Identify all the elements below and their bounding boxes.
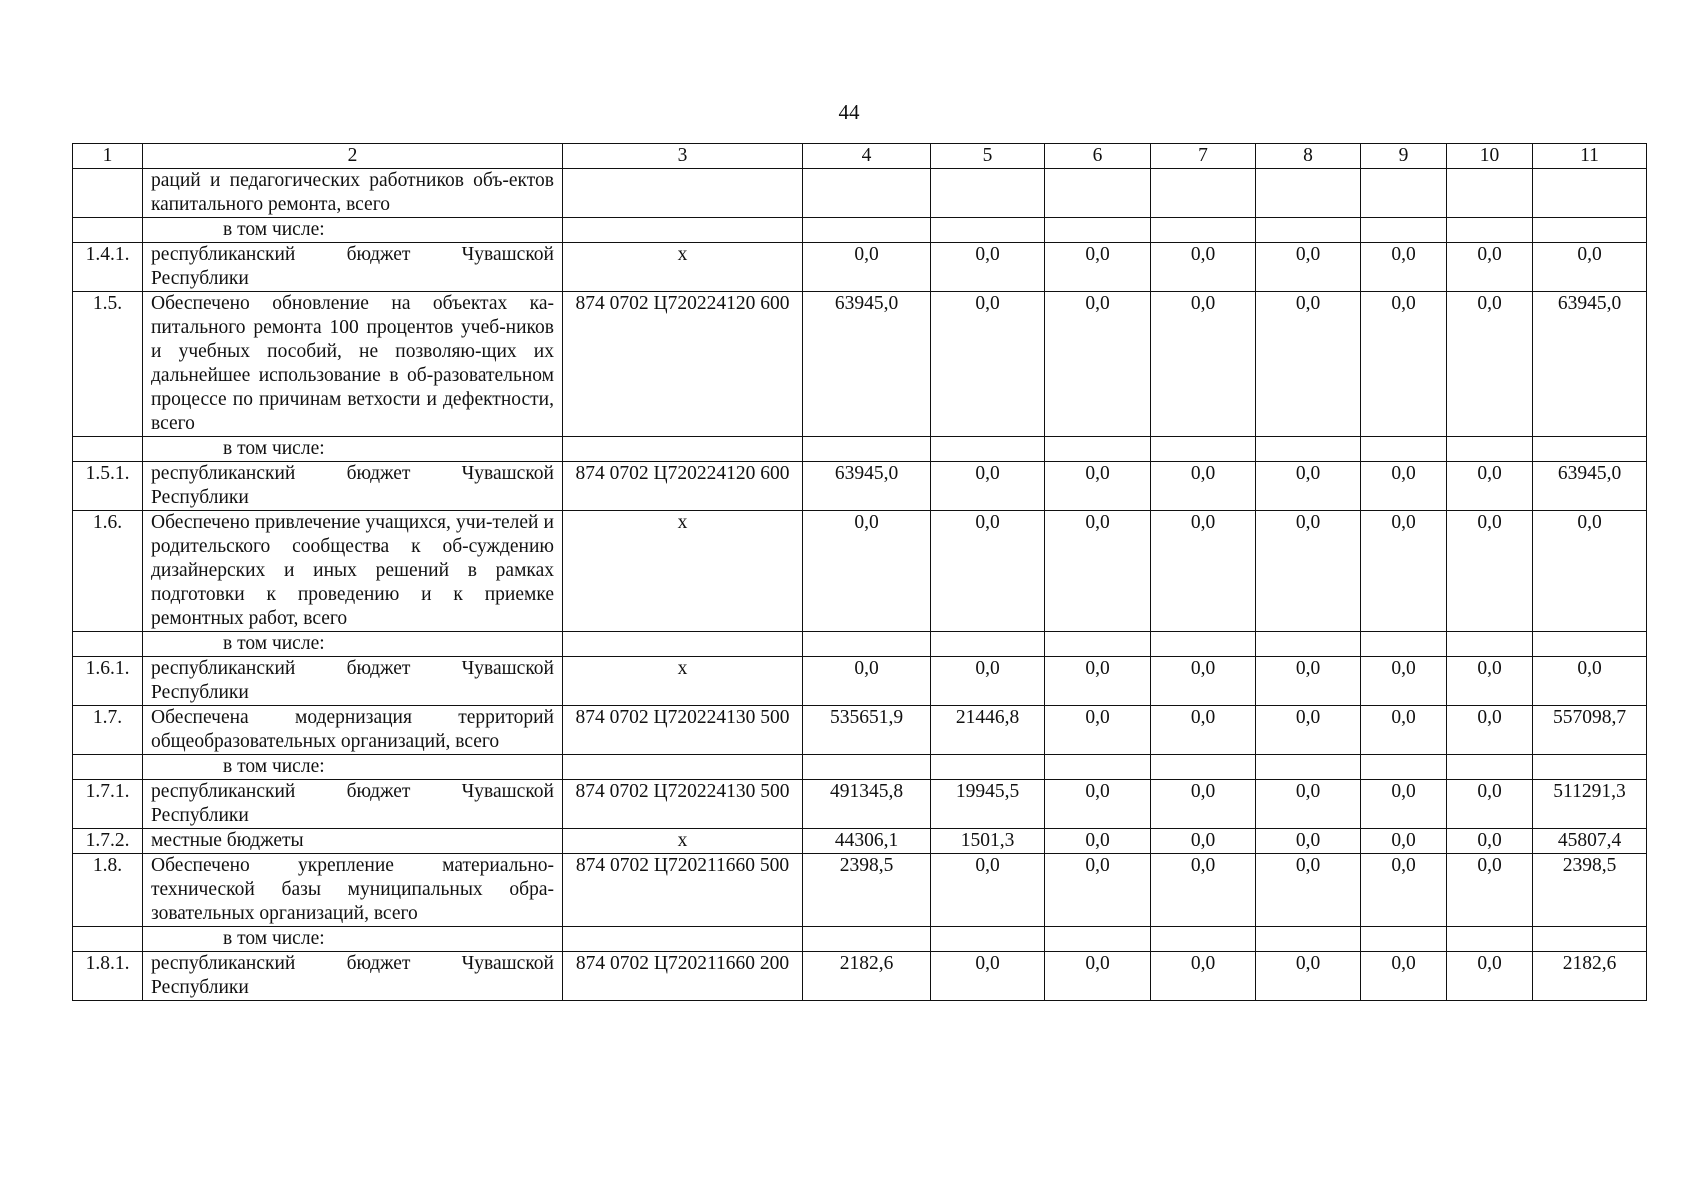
value-cell: 0,0 (1045, 243, 1151, 292)
row-description: раций и педагогических работников объ-ектов капитального ремонта, всего (143, 169, 563, 218)
row-number (73, 169, 143, 218)
row-description: республиканский бюджет Чувашской Республики (143, 243, 563, 292)
value-cell: 0,0 (1045, 462, 1151, 511)
value-cell: 0,0 (1151, 706, 1256, 755)
value-cell (1361, 169, 1447, 218)
budget-code: x (563, 657, 803, 706)
budget-table (72, 143, 1647, 1001)
value-cell: 0,0 (1256, 511, 1361, 632)
row-number-cell (73, 927, 143, 952)
value-cell: 0,0 (1256, 952, 1361, 1001)
value-cell: 2398,5 (1533, 854, 1647, 927)
value-cell: 0,0 (1256, 657, 1361, 706)
value-cell: 0,0 (1151, 952, 1256, 1001)
row-number: 1.7.1. (73, 780, 143, 829)
row-number: 1.7.2. (73, 829, 143, 854)
budget-code: 874 0702 Ц720211660 200 (563, 952, 803, 1001)
value-cell: 0,0 (1045, 780, 1151, 829)
table-row (73, 854, 1647, 927)
table-row (73, 829, 1647, 854)
value-cell: 0,0 (931, 854, 1045, 927)
table-row (73, 292, 1647, 437)
value-cell: 63945,0 (1533, 292, 1647, 437)
value-cell: 535651,9 (803, 706, 931, 755)
empty-cell (563, 755, 803, 780)
value-cell: 0,0 (1447, 292, 1533, 437)
value-cell: 0,0 (931, 952, 1045, 1001)
value-cell: 0,0 (1361, 706, 1447, 755)
value-cell: 63945,0 (803, 462, 931, 511)
subheading-label: в том числе: (143, 437, 563, 462)
row-number: 1.8. (73, 854, 143, 927)
value-cell: 0,0 (1045, 854, 1151, 927)
empty-cell (1447, 927, 1533, 952)
value-cell: 0,0 (1447, 243, 1533, 292)
value-cell: 0,0 (803, 243, 931, 292)
subheading-row (73, 927, 1647, 952)
subheading-row (73, 755, 1647, 780)
empty-cell (563, 437, 803, 462)
empty-cell (563, 927, 803, 952)
value-cell: 0,0 (1151, 829, 1256, 854)
value-cell: 0,0 (1533, 511, 1647, 632)
subheading-label: в том числе: (143, 218, 563, 243)
empty-cell (1256, 218, 1361, 243)
page-number: 44 (838, 100, 860, 124)
value-cell: 2182,6 (803, 952, 931, 1001)
table-row (73, 952, 1647, 1001)
column-header-row (73, 144, 1647, 169)
subheading-label: в том числе: (143, 927, 563, 952)
empty-cell (1256, 437, 1361, 462)
row-number: 1.7. (73, 706, 143, 755)
subheading-row (73, 437, 1647, 462)
empty-cell (1533, 755, 1647, 780)
value-cell: 0,0 (1447, 829, 1533, 854)
row-description: Обеспечена модернизация территорий общеобразовательных организаций, всего (143, 706, 563, 755)
empty-cell (803, 632, 931, 657)
value-cell: 1501,3 (931, 829, 1045, 854)
column-header: 4 (803, 144, 931, 169)
value-cell: 0,0 (931, 243, 1045, 292)
row-number: 1.8.1. (73, 952, 143, 1001)
row-number: 1.5.1. (73, 462, 143, 511)
empty-cell (1361, 755, 1447, 780)
empty-cell (931, 437, 1045, 462)
value-cell: 0,0 (1151, 292, 1256, 437)
budget-code: 874 0702 Ц720211660 500 (563, 854, 803, 927)
row-number-cell (73, 632, 143, 657)
row-description: Обеспечено привлечение учащихся, учи-телей и родительского сообщества к об-суждению дизайнерских и иных решений в рамках подготовки к проведению и к приемке ремонтных работ, всего (143, 511, 563, 632)
budget-code: x (563, 243, 803, 292)
value-cell: 0,0 (1151, 657, 1256, 706)
empty-cell (1447, 218, 1533, 243)
empty-cell (1361, 632, 1447, 657)
value-cell: 0,0 (1045, 511, 1151, 632)
empty-cell (803, 437, 931, 462)
value-cell: 0,0 (1361, 952, 1447, 1001)
table-row (73, 780, 1647, 829)
value-cell: 0,0 (1256, 780, 1361, 829)
empty-cell (1533, 437, 1647, 462)
empty-cell (1361, 927, 1447, 952)
column-header: 1 (73, 144, 143, 169)
subheading-label: в том числе: (143, 755, 563, 780)
column-header: 3 (563, 144, 803, 169)
empty-cell (1151, 927, 1256, 952)
value-cell: 0,0 (931, 462, 1045, 511)
budget-code: 874 0702 Ц720224130 500 (563, 780, 803, 829)
empty-cell (931, 632, 1045, 657)
empty-cell (1533, 927, 1647, 952)
empty-cell (1256, 927, 1361, 952)
empty-cell (803, 218, 931, 243)
table-row (73, 462, 1647, 511)
subheading-label: в том числе: (143, 632, 563, 657)
value-cell: 0,0 (1361, 854, 1447, 927)
value-cell: 44306,1 (803, 829, 931, 854)
empty-cell (1045, 927, 1151, 952)
empty-cell (1151, 632, 1256, 657)
column-header: 5 (931, 144, 1045, 169)
value-cell (1447, 169, 1533, 218)
empty-cell (1151, 437, 1256, 462)
empty-cell (1533, 632, 1647, 657)
budget-code: 874 0702 Ц720224120 600 (563, 292, 803, 437)
empty-cell (563, 632, 803, 657)
budget-code (563, 169, 803, 218)
value-cell: 0,0 (1361, 511, 1447, 632)
value-cell: 0,0 (1533, 243, 1647, 292)
budget-code: 874 0702 Ц720224120 600 (563, 462, 803, 511)
column-header: 9 (1361, 144, 1447, 169)
value-cell: 0,0 (1256, 706, 1361, 755)
value-cell: 0,0 (803, 657, 931, 706)
value-cell: 0,0 (1361, 243, 1447, 292)
table-row (73, 243, 1647, 292)
value-cell: 0,0 (1256, 829, 1361, 854)
value-cell (931, 169, 1045, 218)
column-header: 2 (143, 144, 563, 169)
empty-cell (931, 218, 1045, 243)
row-number-cell (73, 218, 143, 243)
empty-cell (1151, 218, 1256, 243)
value-cell: 511291,3 (1533, 780, 1647, 829)
value-cell: 0,0 (1361, 829, 1447, 854)
budget-code: x (563, 511, 803, 632)
row-description: республиканский бюджет Чувашской Республики (143, 462, 563, 511)
value-cell: 0,0 (1533, 657, 1647, 706)
row-number: 1.6.1. (73, 657, 143, 706)
subheading-row (73, 632, 1647, 657)
value-cell: 0,0 (1447, 952, 1533, 1001)
value-cell: 0,0 (1045, 657, 1151, 706)
budget-code: 874 0702 Ц720224130 500 (563, 706, 803, 755)
column-header: 7 (1151, 144, 1256, 169)
value-cell: 0,0 (1045, 952, 1151, 1001)
value-cell: 0,0 (1361, 292, 1447, 437)
column-header: 6 (1045, 144, 1151, 169)
row-description: республиканский бюджет Чувашской Республики (143, 952, 563, 1001)
value-cell (1256, 169, 1361, 218)
value-cell (1533, 169, 1647, 218)
value-cell: 63945,0 (1533, 462, 1647, 511)
value-cell: 0,0 (1151, 780, 1256, 829)
value-cell: 0,0 (1447, 854, 1533, 927)
empty-cell (1045, 437, 1151, 462)
value-cell: 0,0 (1447, 780, 1533, 829)
value-cell: 0,0 (1447, 511, 1533, 632)
empty-cell (1045, 755, 1151, 780)
value-cell: 0,0 (1256, 854, 1361, 927)
row-number: 1.6. (73, 511, 143, 632)
value-cell: 0,0 (1045, 706, 1151, 755)
empty-cell (563, 218, 803, 243)
row-description: местные бюджеты (143, 829, 563, 854)
value-cell: 2398,5 (803, 854, 931, 927)
value-cell: 0,0 (931, 657, 1045, 706)
row-description: республиканский бюджет Чувашской Республики (143, 780, 563, 829)
empty-cell (1045, 218, 1151, 243)
value-cell (1045, 169, 1151, 218)
row-description: Обеспечено обновление на объектах ка-питального ремонта 100 процентов учеб-ников и учебных пособий, не позволяю-щих их дальнейшее использование в об-разовательном процессе по причинам ветхости и дефектности, всего (143, 292, 563, 437)
value-cell: 557098,7 (1533, 706, 1647, 755)
value-cell (1151, 169, 1256, 218)
table-row (73, 511, 1647, 632)
value-cell: 63945,0 (803, 292, 931, 437)
value-cell: 0,0 (1361, 462, 1447, 511)
value-cell: 0,0 (1447, 462, 1533, 511)
row-description: Обеспечено укрепление материально-технической базы муниципальных обра-зовательных организаций, всего (143, 854, 563, 927)
table-row (73, 706, 1647, 755)
value-cell: 0,0 (1447, 706, 1533, 755)
row-number-cell (73, 755, 143, 780)
empty-cell (1045, 632, 1151, 657)
budget-code: x (563, 829, 803, 854)
row-number-cell (73, 437, 143, 462)
value-cell: 19945,5 (931, 780, 1045, 829)
empty-cell (1447, 755, 1533, 780)
empty-cell (1256, 632, 1361, 657)
column-header: 11 (1533, 144, 1647, 169)
empty-cell (1361, 218, 1447, 243)
value-cell: 0,0 (1151, 243, 1256, 292)
value-cell: 0,0 (1361, 657, 1447, 706)
value-cell: 0,0 (1361, 780, 1447, 829)
value-cell (803, 169, 931, 218)
empty-cell (931, 755, 1045, 780)
value-cell: 0,0 (931, 292, 1045, 437)
empty-cell (1256, 755, 1361, 780)
value-cell: 45807,4 (1533, 829, 1647, 854)
row-number: 1.5. (73, 292, 143, 437)
value-cell: 0,0 (931, 511, 1045, 632)
value-cell: 0,0 (1045, 829, 1151, 854)
empty-cell (803, 755, 931, 780)
row-description: республиканский бюджет Чувашской Республики (143, 657, 563, 706)
column-header: 8 (1256, 144, 1361, 169)
value-cell: 0,0 (1447, 657, 1533, 706)
empty-cell (1447, 632, 1533, 657)
value-cell: 0,0 (1256, 292, 1361, 437)
table-row (73, 657, 1647, 706)
value-cell: 0,0 (1151, 462, 1256, 511)
row-number: 1.4.1. (73, 243, 143, 292)
empty-cell (1533, 218, 1647, 243)
empty-cell (931, 927, 1045, 952)
empty-cell (1361, 437, 1447, 462)
value-cell: 21446,8 (931, 706, 1045, 755)
subheading-row (73, 218, 1647, 243)
value-cell: 0,0 (1256, 243, 1361, 292)
value-cell: 491345,8 (803, 780, 931, 829)
value-cell: 0,0 (1151, 511, 1256, 632)
value-cell: 0,0 (1045, 292, 1151, 437)
empty-cell (1447, 437, 1533, 462)
empty-cell (803, 927, 931, 952)
value-cell: 0,0 (1151, 854, 1256, 927)
value-cell: 2182,6 (1533, 952, 1647, 1001)
empty-cell (1151, 755, 1256, 780)
value-cell: 0,0 (1256, 462, 1361, 511)
table-row (73, 169, 1647, 218)
value-cell: 0,0 (803, 511, 931, 632)
column-header: 10 (1447, 144, 1533, 169)
